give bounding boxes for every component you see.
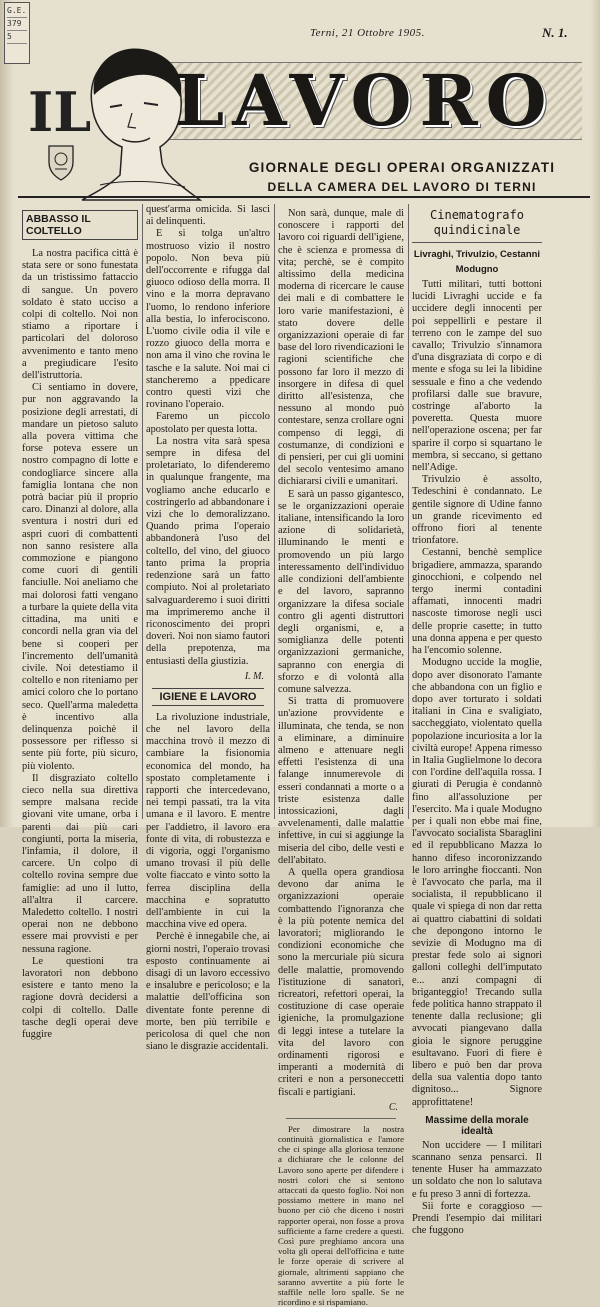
- article-column-4: [412, 204, 542, 1237]
- article-paragraph: Perchè è innegabile che, ai giorni nostri, l'operaio trovasi esposto continuamente ai disagi di un lavoro eccessivo e insalubre e pericoloso; e la malattie dell'officina son diventate fonte perenne di morte, ben più terribile e pericolosa di quel che non siano le disgrazie accidentali.: [146, 931, 270, 1053]
- article-paragraph: Si tratta di promuovere un'azione provvidente e illuminata, che tenda, se non a eliminare, a diminuire almeno e attenuare negli effetti l'esistenza di una falange innumerevole di esseri condannati a morte o a triste esistenza dalle intossicazioni, dagli avvelenamenti, dalle malattie infettive, in cui si aggiunge la miseria del cibo, delle vesti e dell'abitato.: [278, 696, 404, 866]
- article-paragraph: Non sarà, dunque, male di conoscere i rapporti del lavoro coi riguardi dell'igiene, che è scienza e promessa di vita; perchè, se è compito altissimo della medicina moderna di ricercare le cause dei mali e di combattere le loro varie manifestazioni, è stato dovere delle organizzazioni operaie di far base del loro rivendicazioni le ragioni scientifiche che possono far loro il mezzo di insorgere in difesa di quel diritto all'esistenza, che nessuno al mondo può contestare, senza crollare ogni compenso di leggi, di costumanze, di condizioni e di pensieri, per cui gli uomini del secolo ventesimo amano dichiararsi civili e umanitari.: [278, 208, 404, 488]
- editorial-note: Per dimostrare la nostra continuità giornalistica e l'amore che ci spinge alla gloriosa tenzone a dichiarare che le colonne del Lavoro sono aperte per difendere i nostri colori che si sentono attaccati da questo foglio. Noi non possiamo mettere in mano nel buono per ciò che diceno i nostri rapporter operai, non fosse a prova sufficiente a farne credere a questi. Così pure preghiamo ancora una volta gli operai dell'officina e tutte le forze operaie di scrivere al giornale, altrimenti sappiano che saranno avvertite a più forte le staffile nelle loro spalle. Se ne ricordino e si rispamiano.: [278, 1123, 404, 1307]
- page-edge-shadow: [590, 0, 600, 827]
- article-paragraph: Faremo un piccolo apostolato per questa lotta.: [146, 411, 270, 435]
- article-headline: IGIENE E LAVORO: [152, 688, 264, 706]
- page-fold-shadow: [0, 0, 14, 827]
- column-divider: [408, 204, 409, 819]
- masthead-subtitle-2: DELLA CAMERA DEL LAVORO DI TERNI: [267, 180, 537, 194]
- article-paragraph: La rivoluzione industriale, che nel lavoro della macchina trovò il mezzo di cambiare la fisionomia economica del mondo, ha spostato completamente i rapporti che intercedevano, nei tempi passati, tra la vita umana e il lavoro. E mentre per l'addietro, il lavoro era fonte di vita, di robustezza e di vigoria, oggi l'organismo umano trovasi il più delle volte fiaccato e vinto sotto la ferrea disciplina della macchina e sopratutto dell'ambiente in cui la macchina vive ed opera.: [146, 711, 270, 931]
- article-paragraph: Il disgraziato coltello cieco nella sua direttiva sempre malsana recide giovani vite umane, orba i parenti dai più cari congiunti, porta la miseria, l'infamia, il dolore, il carcere. Un colpo di coltello rovina sempre due famiglie: ad uno il lutto, all'altra il carcere. Maledetto coltello. I nostri operai non ne debbono essere mai provvisti e per nessuna ragione.: [22, 772, 138, 955]
- article-paragraph: Non uccidere — I militari scannano senza pensarci. Il tenente Huser ha ammazzato un soldato che non lo salutava e fu preso 3 anni di fortezza.: [412, 1139, 542, 1200]
- library-stamp: [4, 2, 30, 64]
- masthead-title-prefix: IL: [28, 80, 92, 144]
- masthead-rule: [18, 196, 590, 198]
- article-paragraph: Le questioni tra lavoratori non debbono esistere e tanto meno la ragione dovrà decidersi a colpi di coltello. Dalle tasche degli operai deve fuggire: [22, 955, 138, 1040]
- names-line-2: Modugno: [455, 264, 499, 275]
- section-rule: [286, 1118, 396, 1119]
- article-paragraph: La nostra vita sarà spesa sempre in difesa del proletariato, lo difenderemo in qualunque frangente, ma vogliamo anche educarlo e costringerlo ad abbandonare i vizi che lo demoralizzano. Quando prima l'operaio abbandonerà l'uso del coltello, del vino, del giuoco tanto prima la propria redenzione sarà un fatto compiuto. Noi al proletariato salvaguarderemo i suoi diritti ma imprimeremo anche il riconoscimento dei propri doveri. Noi non siamo fautori della prepotenza, ma entusiasti della giustizia.: [146, 435, 270, 667]
- masthead-subtitle: GIORNALE DEGLI OPERAI ORGANIZZATI: [248, 160, 556, 175]
- article-paragraph: E sarà un passo gigantesco, se le organizzazioni operaie italiane, intensificando la loro azione di solidarietà, illuminando le menti e promovendo un più largo interessamento dell'individuo alle condizioni dell'ambiente e del lavoro, sapranno organizzare la difesa sociale contro gli agenti distruttori degli organismi, e, a somiglianza delle potenti organizzazioni germaniche, sapranno con energia di sforzo e di volontà alla comune salvezza.: [278, 488, 404, 695]
- column-divider: [274, 204, 275, 819]
- article-paragraph: E si tolga un'altro mostruoso vizio il nostro popolo. Non beva più dell'occorrente e rifugga dal giuoco odioso della morra. Il vino e la morra depravano l'uomo, lo rendono inferiore alla bestia, lo inferociscono. L'uomo civile odia il vile e rozzo giuoco della morra e non ama il vino che rovina le tasche e la salute. Noi mai ci stancheremo a ppedicare contro questi vizi che rovinano l'operaio.: [146, 228, 270, 411]
- article-paragraph: quest'arma omicida. Si lasci ai delinquenti.: [146, 204, 270, 228]
- article-column-1: [22, 204, 138, 1040]
- stamp-line: 379: [7, 18, 27, 31]
- article-paragraph: A quella opera grandiosa devono dar anima le organizzazioni operaie combattendo l'ignoranza che è la più potente nemica del lavoratori; migliorando le condizioni economiche che sono la mercuriale più sicura delle malattie, promovendo l'istituzione di sanatori, ricreatori, refettori operai, la costituzione di case operaie igieniche, la promulgazione di leggi intese a tutelare la vita del lavoro con ordinamenti rigorosi e imperanti a modernità di criteri e non a personeccetti fiscali e partigiani.: [278, 866, 404, 1098]
- shield-emblem-icon: [46, 142, 76, 182]
- article-signature: I. M.: [244, 670, 264, 682]
- article-paragraph: La nostra pacifica città è stata sere or sono funestata da un tristissimo fattaccio di sangue. Un povero soldato è stato ucciso a colpi di coltello. Noi non stiamo a riportare i particolari del doloroso avvenimento e tanto meno a pregiudicare l'esito dell'istruttoria.: [22, 248, 138, 382]
- article-column-3: [278, 204, 404, 1307]
- column-divider: [142, 204, 143, 819]
- section-title: Cinematografo: [430, 208, 524, 222]
- dateline: Terni, 21 Ottobre 1905.: [310, 27, 425, 39]
- article-headline: Massime della morale idealtà: [425, 1114, 529, 1137]
- names-line: Livraghi, Trivulzio, Cestanni: [413, 249, 541, 260]
- article-headline: ABBASSO IL COLTELLO: [22, 210, 138, 240]
- article-paragraph: Sii forte e coraggioso — Prendi l'esempio dai militari che fuggono: [412, 1200, 542, 1237]
- article-paragraph: Tutti militari, tutti bottoni lucidi Livraghi uccide e fa uccidere degli innocenti per poi seppellirli e pestare il terreno con le zampe del suo cavallo; Trivulzio s'innamora d'una disgraziata di corpo e di mente e sfoga su lei la libidine sessuale e fino a che vedendo profilarsi dalle sue bravure, costringe al'aborto la poveretta. Questa muore nell'operazione oscena; per far sparire il corpo si squartano le membra, si seccano, si gettano nell'Adige.: [412, 279, 542, 474]
- stamp-line: G.E.: [7, 5, 27, 18]
- article-paragraph: Ci sentiamo in dovere, pur non aggravando la posizione degli arrestati, di mandare un pietoso saluto alla povera vittima che forse poteva essere un nostro compagno di lotte e condogliarce sincere alla famiglia lontana che non potrà baciar più il proprio caro. Dinanzi al dolore, alla sventura i nostri duri ed aspri cuori di combattenti non sanno resistere alla commozione e piangono come cuori di gentili fanciulle. Noi aneliamo che mai dolorosi fatti vengano a turbare la quiete della vita cittadina, ma uniti e concordi nella gran via del bene si cooperi per l'incremento dell'umanità civile. Noi detestiamo il coltello e non riteniamo per amici coloro che lo portano seco. Quell'arma maledetta è incentivo alla delinquenza poichè il possessore per riflesso si sente più forte, più sicuro, più violento.: [22, 382, 138, 772]
- article-paragraph: Cestanni, benchè semplice brigadiere, ammazza, sparando ginocchioni, e colpendo nel tergo inermi contadini affamati, innocenti madri nascoste timorose negli usci delle proprie casette; in tutto una donna appena e per questo ha l'encomio solenne.: [412, 547, 542, 657]
- article-signature: C.: [388, 1101, 398, 1113]
- section-subtitle: quindicinale: [433, 223, 521, 237]
- section-title-box: [412, 208, 542, 243]
- masthead-title: LAVORO: [175, 59, 555, 142]
- article-paragraph: Modugno uccide la moglie, dopo aver disonorato l'amante che abbandona con un figlio e dopo aver torturato i soldati italiani in Cina e svaligiato, saccheggiato, violentato quella popolazione incuriosita a lor la civiltà europe! Appena rimesso in Italia Guglielmone lo decora con l'ordine dell'aquila rossa. I giurati di Perugia è condannò fino all'assoluzione per l'esercito. Ma i quale Modugno per i quali non ebbe mai fine, l'avvocato socialista Sbaraglini ed il repubblicano Mazza lo hanno difeso incoronizzando le loro arringhe fioccanti. Non è l'avvocato che parla, ma il socialista, il repubblicano il quale vi spiega di non dar retta ai quattro ciabattini di soldati che depongono intorno le sevizie di Modugno ma di prestar fede solo ai signori galloni colleghi dell'imputato e... anzi compagni di briganteggio! Trecando sulla fede politica hanno strappato il tenente dalla reclusione; gli avvocati piangevano dalla gioia le signore peruggine esultavano. Fuori di fiere è libero e può ben dar prova della sua valentia dopo tanto dignitoso... Signore approfittatene!: [412, 657, 542, 1108]
- issue-number: N. 1.: [542, 25, 568, 40]
- stamp-line: 5: [7, 31, 27, 44]
- article-column-2: [146, 204, 270, 1053]
- article-paragraph: Trivulzio è assolto, Tedeschini è condannato. Le gentile signore di Udine fanno un grande ricevimento ed offrono fiori al tenente trionfatore.: [412, 474, 542, 547]
